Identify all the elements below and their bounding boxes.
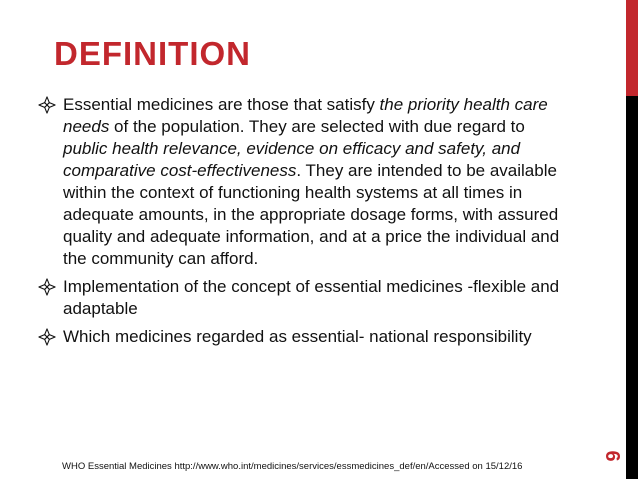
bullet-item — [36, 276, 560, 320]
text-segment: Essential medicines are those that satisfy — [63, 95, 380, 114]
four-petal-diamond-icon — [38, 96, 56, 114]
bullet-list — [36, 94, 560, 354]
four-petal-diamond-icon — [38, 328, 56, 346]
four-petal-diamond-icon — [38, 278, 56, 296]
slide-title: DEFINITION — [54, 35, 251, 72]
text-segment: Which medicines regarded as essential- national responsibility — [63, 327, 532, 346]
reference-footnote: WHO Essential Medicines http://www.who.int/medicines/services/essmedicines_def/en/Accessed on 15/12/16 — [62, 461, 523, 472]
bullet-text — [63, 326, 560, 348]
bullet-text — [63, 276, 560, 320]
bullet-item — [36, 94, 560, 270]
italic-text: the priority health care needs — [63, 95, 548, 136]
page-number: 6 — [601, 450, 623, 462]
text-segment: of the population. They are selected with due regard to — [109, 117, 525, 136]
right-edge-accent-bar — [626, 0, 638, 96]
bullet-item — [36, 326, 560, 348]
italic-text: public health relevance, evidence on efficacy and safety, and comparative cost-effectiveness — [63, 139, 521, 180]
bullet-text — [63, 94, 560, 270]
text-segment: . They are intended to be available within the context of functioning health systems at all times in adequate amounts, in the appropriate dosage forms, with assured quality and adequate information, and at a price the individual and the community can afford. — [63, 161, 560, 268]
text-segment: Implementation of the concept of essential medicines -flexible and adaptable — [63, 277, 560, 318]
